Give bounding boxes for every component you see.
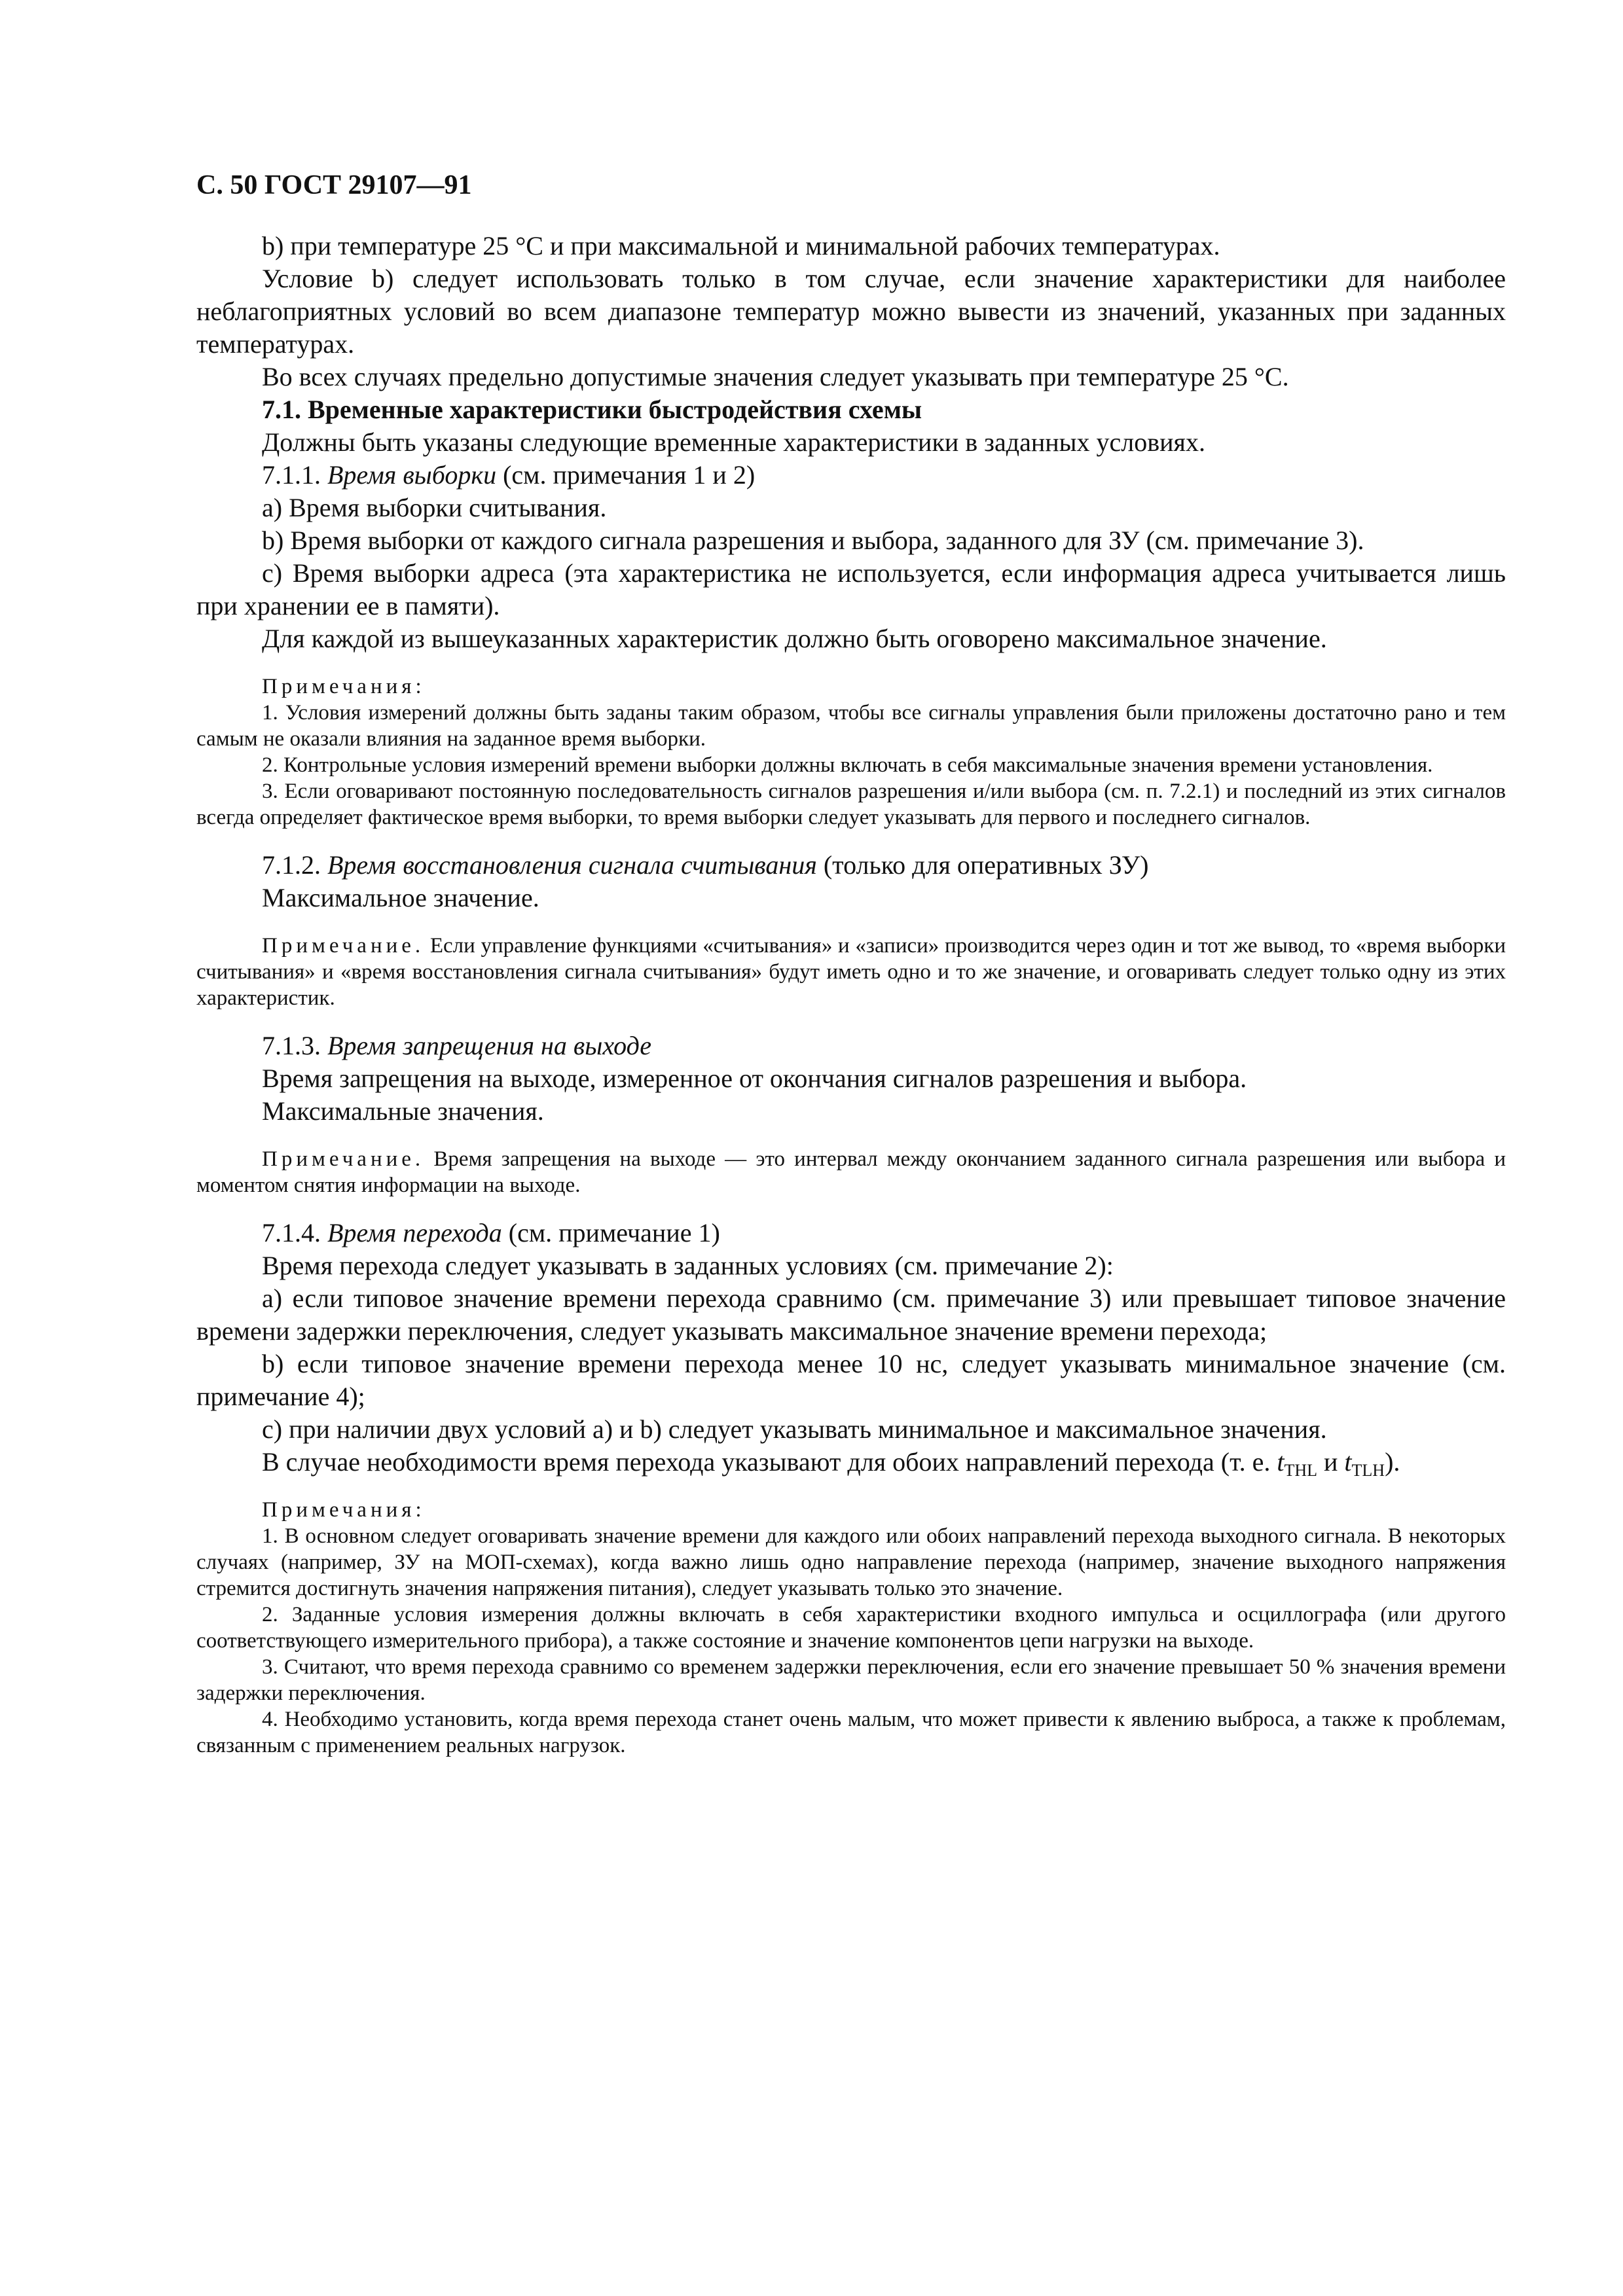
both-text-post: ). (1385, 1447, 1400, 1477)
page-header: С. 50 ГОСТ 29107—91 (196, 170, 472, 200)
section-7-1-3-line1: Время запрещения на выходе, измеренное от окончания сигналов разрешения и выбора. (262, 1064, 1247, 1093)
intro-item-b: b) при температуре 25 °С и при максимальной и минимальной рабочих температурах. (262, 231, 1220, 260)
section-7-1-4-notes (196, 1497, 1506, 1759)
section-7-1-4-heading (196, 1217, 1506, 1249)
note-item: 3. Если оговаривают постоянную последовательность сигналов разрешения и/или выбора (см. п. 7.2.1) и последний из этих сигналов всегда определяет фактическое время выборки, то время выборки следует указывать для первого и последнего сигналов. (196, 780, 1506, 829)
section-7-1-1-heading (196, 459, 1506, 492)
section-7-1-1-ref: (см. примечания 1 и 2) (496, 460, 756, 490)
section-7-1-2-ref: (только для оперативных ЗУ) (816, 850, 1149, 880)
section-7-1-title: 7.1. Временные характеристики быстродействия схемы (262, 395, 922, 424)
section-7-1-2-title: Время восстановления сигнала считывания (327, 850, 817, 880)
notes-label: Примечания: (262, 675, 426, 698)
subscript-thl: THL (1284, 1461, 1318, 1480)
section-7-1-lead: Должны быть указаны следующие временные характеристики в заданных условиях. (262, 427, 1205, 457)
section-7-1-2-value: Максимальное значение. (262, 883, 539, 912)
section-7-1-4 (196, 1217, 1506, 1479)
note-text: Если управление функциями «считывания» и «записи» производится через один и тот же вывод, то «время выборки считывания» и «время восстановления сигнала считывания» будут иметь одно и то же значение, и оговаривать следует только одну из этих характеристик. (196, 934, 1506, 1010)
both-text-and: и (1317, 1447, 1345, 1477)
note-item (196, 1146, 1506, 1198)
section-7-1-1-title: Время выборки (327, 460, 497, 490)
section-7-1-4-both-directions (196, 1446, 1506, 1479)
section-7-1-4-item-c: c) при наличии двух условий a) и b) следует указывать минимальное и максимальное значения. (262, 1414, 1327, 1444)
section-7-1-3-note (196, 1146, 1506, 1198)
intro-block (196, 230, 1506, 655)
section-7-1-4-title: Время перехода (327, 1218, 502, 1247)
note-item (196, 933, 1506, 1011)
section-7-1-3-heading (196, 1030, 1506, 1062)
intro-condition: Условие b) следует использовать только в том случае, если значение характеристики для наиболее неблагоприятных условий во всем диапазоне температур можно вывести из значений, указанных при заданных температурах. (196, 264, 1506, 359)
section-7-1-3-num: 7.1.3. (262, 1031, 321, 1060)
subscript-tlh: TLH (1351, 1461, 1385, 1480)
section-7-1-1-item-c: c) Время выборки адреса (эта характеристика не используется, если информация адреса учитывается лишь при хранении ее в памяти). (196, 558, 1506, 620)
notes-label: Примечания: (262, 1498, 426, 1522)
section-7-1-1-item-a: a) Время выборки считывания. (262, 493, 607, 522)
section-7-1-1-num: 7.1.1. (262, 460, 321, 490)
section-7-1-4-ref: (см. примечание 1) (501, 1218, 720, 1247)
section-7-1-2-note (196, 933, 1506, 1011)
note-item: 4. Необходимо установить, когда время перехода станет очень малым, что может привести к явлению выброса, а также к проблемам, связанным с применением реальных нагрузок. (196, 1708, 1506, 1757)
section-7-1-4-item-b: b) если типовое значение времени перехода менее 10 нс, следует указывать минимальное значение (см. примечание 4); (196, 1349, 1506, 1411)
section-7-1-1-max: Для каждой из вышеуказанных характеристик должно быть оговорено максимальное значение. (262, 624, 1327, 653)
document-page (196, 167, 1506, 1759)
note-item: 2. Заданные условия измерения должны включать в себя характеристики входного импульса и осциллографа (или другого соответствующего измерительного прибора), а также состояние и значение компонентов цепи нагрузки на выходе. (196, 1603, 1506, 1653)
note-text: Время запрещения на выходе — это интервал между окончанием заданного сигнала разрешения или выбора и моментом снятия информации на выходе. (196, 1147, 1506, 1197)
section-7-1-3 (196, 1030, 1506, 1128)
section-7-1-2 (196, 849, 1506, 914)
note-item: 3. Считают, что время перехода сравнимо со временем задержки переключения, если его значение превышает 50 % значения времени задержки переключения. (196, 1655, 1506, 1705)
section-7-1-3-line2: Максимальные значения. (262, 1096, 544, 1126)
symbol-t: t (1277, 1447, 1285, 1477)
section-7-1-2-heading (196, 849, 1506, 882)
note-label: Примечание. (262, 934, 425, 958)
section-7-1-4-item-a: a) если типовое значение времени перехода сравнимо (см. примечание 3) или превышает типовое значение времени задержки переключения, следует указывать максимальное значение времени перехода; (196, 1283, 1506, 1346)
both-text-pre: В случае необходимости время перехода указывают для обоих направлений перехода (т. е. (262, 1447, 1277, 1477)
section-7-1-4-num: 7.1.4. (262, 1218, 321, 1247)
note-item: 1. Условия измерений должны быть заданы таким образом, чтобы все сигналы управления были приложены достаточно рано и тем самым не оказали влияния на заданное время выборки. (196, 701, 1506, 751)
intro-all-cases: Во всех случаях предельно допустимые значения следует указывать при температуре 25 °С. (262, 362, 1289, 391)
section-7-1-1-notes (196, 673, 1506, 831)
note-item: 1. В основном следует оговаривать значение времени для каждого или обоих направлений перехода выходного сигнала. В некоторых случаях (например, ЗУ на МОП-схемах), когда важно лишь одно направление перехода (например, значение выходного напряжения стремится достигнуть значения напряжения питания), следует указывать только это значение. (196, 1524, 1506, 1600)
note-label: Примечание. (262, 1147, 425, 1171)
note-item: 2. Контрольные условия измерений времени выборки должны включать в себя максимальные значения времени установления. (262, 753, 1433, 777)
section-7-1-3-title: Время запрещения на выходе (327, 1031, 652, 1060)
symbol-t: t (1344, 1447, 1352, 1477)
section-7-1-2-num: 7.1.2. (262, 850, 321, 880)
section-7-1-1-item-b: b) Время выборки от каждого сигнала разрешения и выбора, заданного для ЗУ (см. примечание 3). (262, 526, 1364, 555)
section-7-1-4-lead: Время перехода следует указывать в заданных условиях (см. примечание 2): (262, 1251, 1114, 1280)
